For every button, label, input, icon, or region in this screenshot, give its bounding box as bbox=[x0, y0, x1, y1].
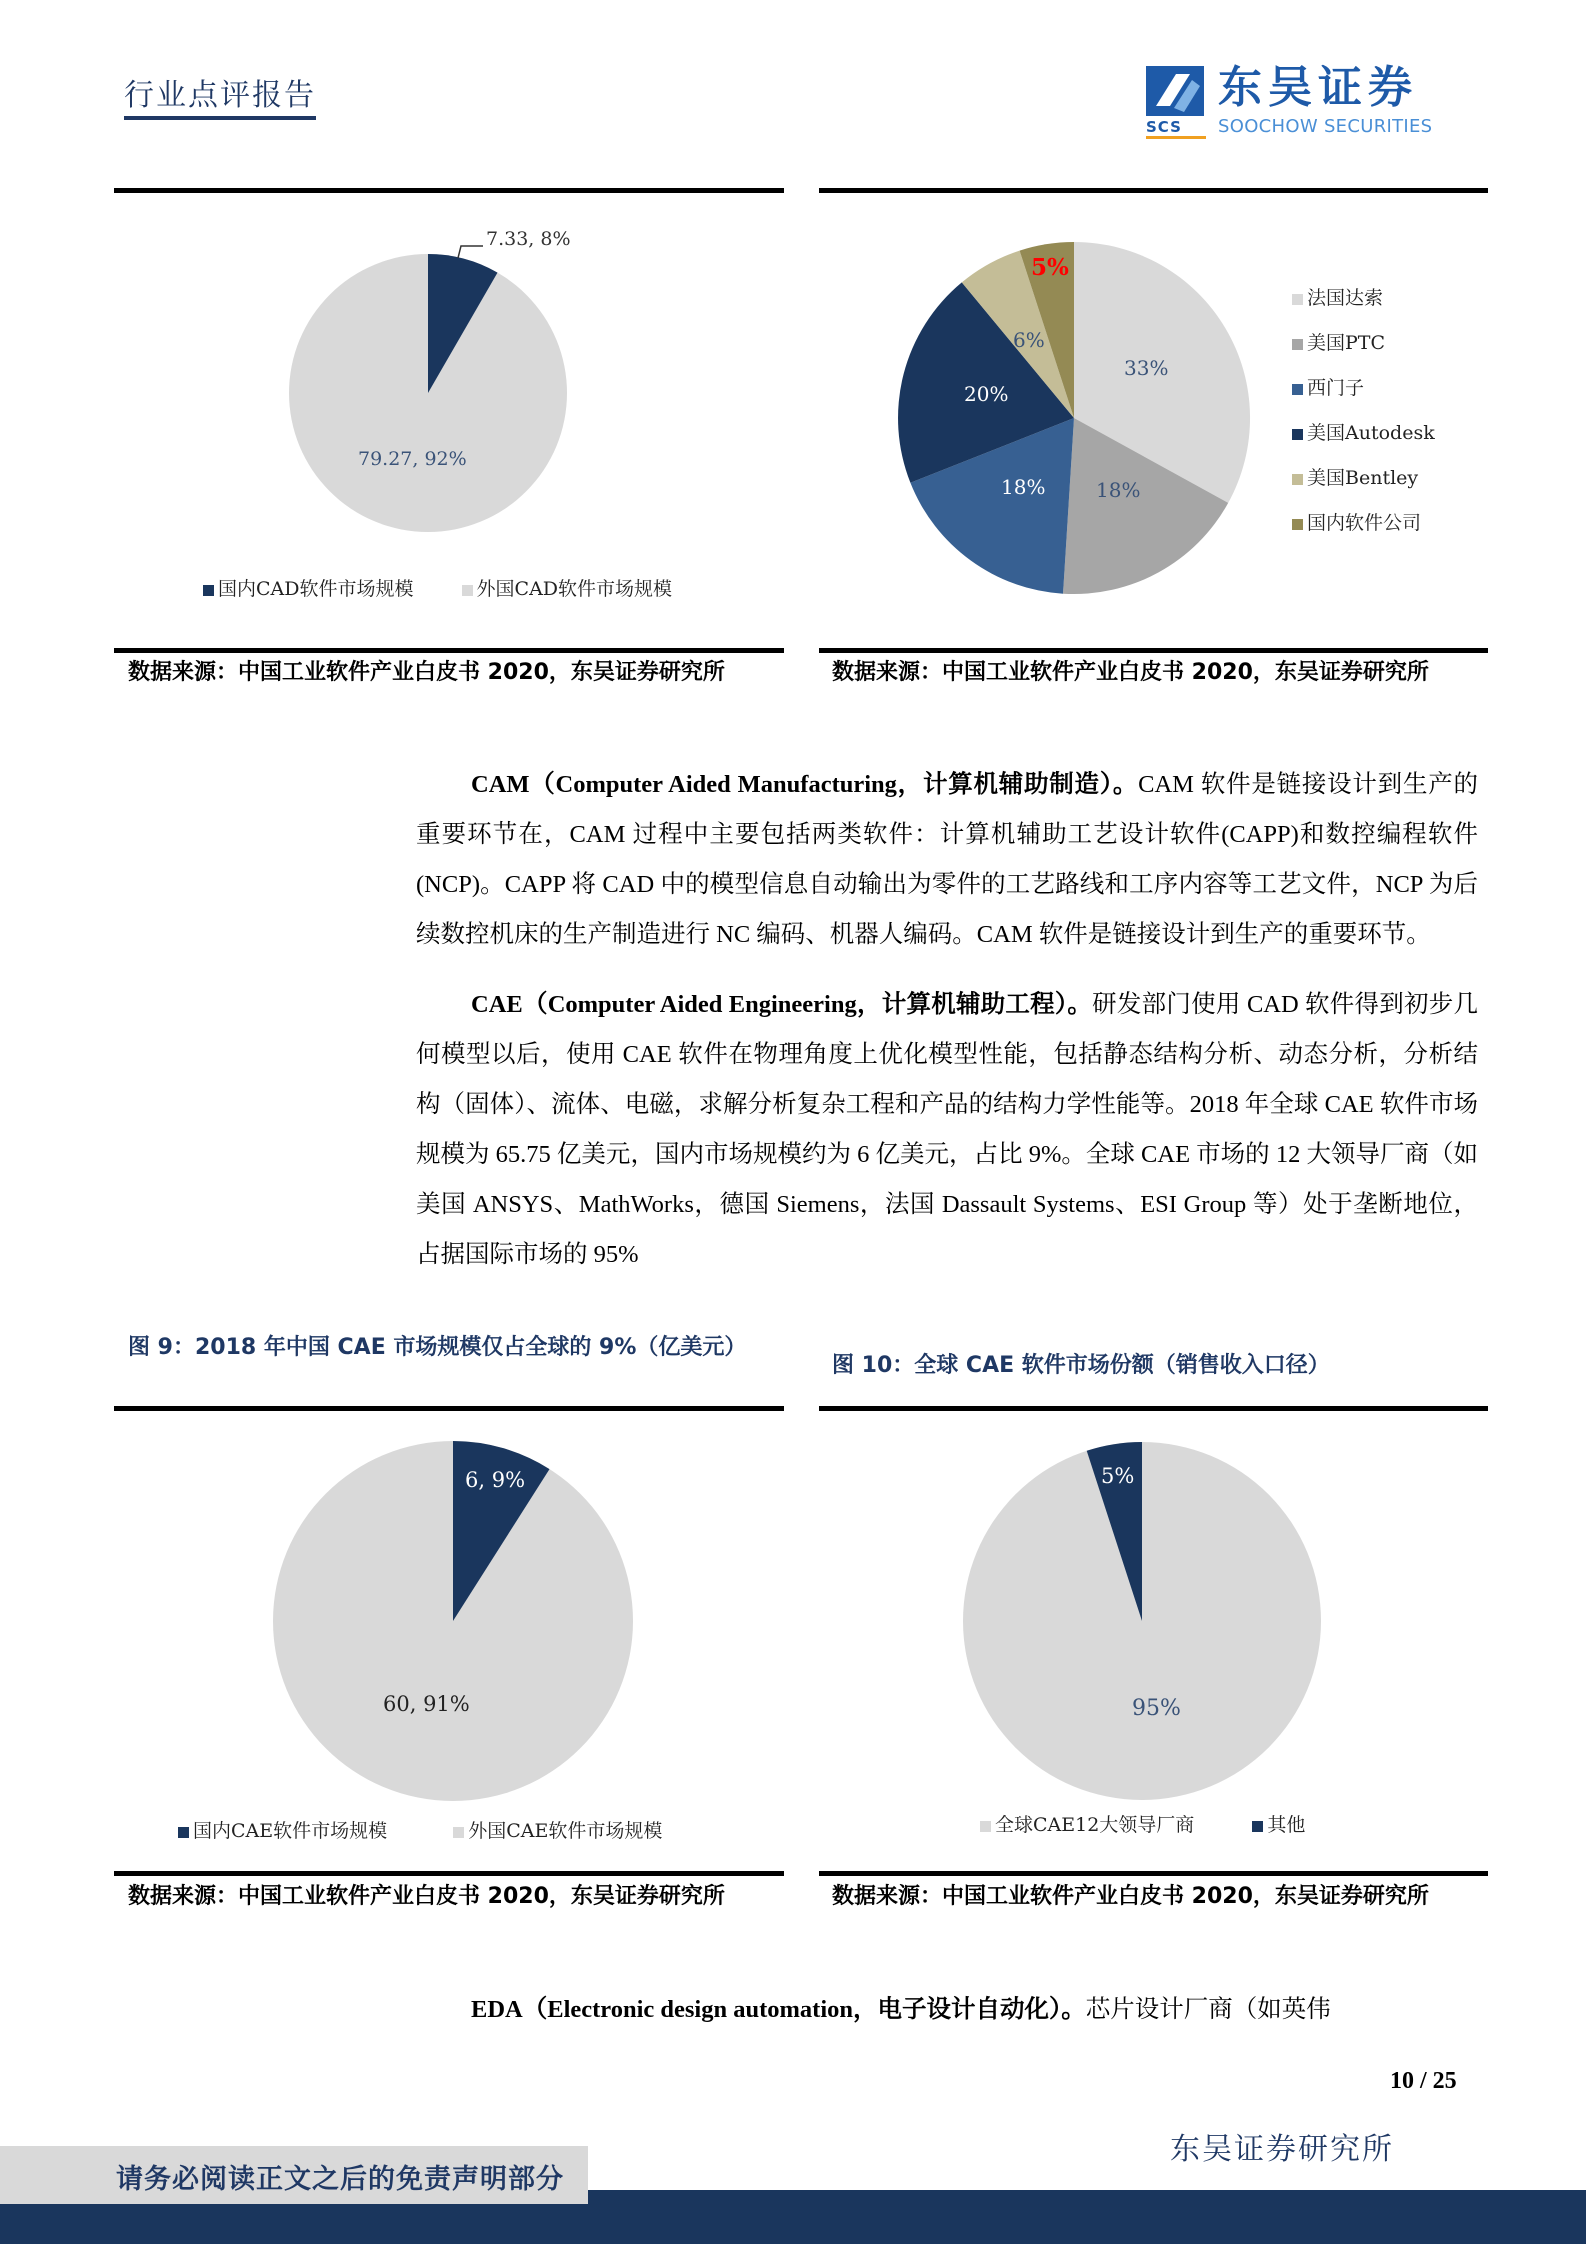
legend-item: 外国CAD软件市场规模 bbox=[462, 574, 673, 601]
legend-swatch bbox=[1292, 294, 1303, 305]
legend-item: 法国达索 bbox=[1292, 286, 1435, 331]
legend-item: 美国PTC bbox=[1292, 331, 1435, 376]
divider bbox=[819, 188, 1488, 193]
highlight-data-label: 5% bbox=[1031, 254, 1069, 281]
data-source-caption: 数据来源：中国工业软件产业白皮书 2020，东吴证券研究所 bbox=[128, 1884, 725, 1909]
footer-band bbox=[0, 2204, 1586, 2244]
logo-abbr: SCS bbox=[1146, 118, 1206, 139]
divider bbox=[114, 188, 784, 193]
chart-legend bbox=[203, 574, 672, 601]
data-source-caption: 数据来源：中国工业软件产业白皮书 2020，东吴证券研究所 bbox=[832, 660, 1429, 685]
legend-item: 全球CAE12大领导厂商 bbox=[980, 1810, 1194, 1837]
pie-chart-cad-vendor-share bbox=[897, 241, 1251, 595]
legend-item: 国内CAD软件市场规模 bbox=[203, 574, 414, 601]
pie-chart-cae-market bbox=[272, 1440, 634, 1802]
legend-swatch bbox=[462, 585, 473, 596]
logo-en-name: SOOCHOW SECURITIES bbox=[1218, 116, 1433, 137]
legend-item: 国内CAE软件市场规模 bbox=[178, 1816, 387, 1843]
legend-item: 外国CAE软件市场规模 bbox=[453, 1816, 662, 1843]
data-label: 5% bbox=[1101, 1464, 1135, 1488]
logo-mark-icon bbox=[1146, 66, 1204, 124]
legend-swatch bbox=[453, 1827, 464, 1838]
data-label: 95% bbox=[1132, 1696, 1181, 1721]
data-label: 60, 91% bbox=[383, 1692, 470, 1716]
disclaimer-link[interactable]: 请务必阅读正文之后的免责声明部分 bbox=[116, 2164, 564, 2195]
legend-swatch bbox=[1292, 474, 1303, 485]
paragraph-lead: CAM（Computer Aided Manufacturing，计算机辅助制造）。 bbox=[471, 771, 1139, 798]
pie-chart-cad-market bbox=[288, 253, 568, 533]
legend-item: 美国Autodesk bbox=[1292, 421, 1435, 466]
data-label: 18% bbox=[1001, 475, 1046, 499]
data-source-caption: 数据来源：中国工业软件产业白皮书 2020，东吴证券研究所 bbox=[832, 1884, 1429, 1909]
body-section-eda bbox=[416, 1985, 1478, 2055]
paragraph-eda: EDA（Electronic design automation，电子设计自动化）。芯片设计厂商（如英伟 bbox=[471, 1996, 1331, 2023]
paragraph-cam: CAM（Computer Aided Manufacturing，计算机辅助制造）。CAM 软件是链接设计到生产的重要环节在，CAM 过程中主要包括两类软件：计算机辅助工艺设计软件(CAPP)和数控编程软件(NCP)。CAPP 将 CAD 中的模型信息自动输出为零件的工艺路线和工序内容等工艺文件，NCP 为后续数控机床的生产制造进行 NC 编码、机器人编码。CAM 软件是链接设计到生产的重要环节。 bbox=[416, 771, 1478, 948]
data-label: 6, 9% bbox=[465, 1468, 526, 1492]
legend-item: 国内软件公司 bbox=[1292, 511, 1435, 556]
institute-name: 东吴证券研究所 bbox=[1170, 2132, 1394, 2167]
data-label: 79.27, 92% bbox=[358, 448, 467, 470]
body-section-cam bbox=[416, 760, 1478, 1300]
data-label: 20% bbox=[964, 382, 1009, 406]
report-type-label: 行业点评报告 bbox=[124, 78, 316, 120]
legend-swatch bbox=[980, 1821, 991, 1832]
figure-title: 图 9：2018 年中国 CAE 市场规模仅占全球的 9%（亿美元） bbox=[128, 1335, 747, 1360]
chart-legend bbox=[1292, 286, 1435, 556]
legend-item: 其他 bbox=[1252, 1810, 1305, 1837]
page-number: 10 / 25 bbox=[1390, 2068, 1457, 2094]
data-label: 7.33, 8% bbox=[486, 228, 571, 250]
data-label: 18% bbox=[1096, 478, 1141, 502]
data-label: 6% bbox=[1013, 328, 1045, 352]
legend-item: 美国Bentley bbox=[1292, 466, 1435, 511]
legend-swatch bbox=[203, 585, 214, 596]
legend-swatch bbox=[1292, 339, 1303, 350]
legend-swatch bbox=[1292, 384, 1303, 395]
legend-swatch bbox=[1292, 429, 1303, 440]
legend-swatch bbox=[1252, 1821, 1263, 1832]
legend-swatch bbox=[1292, 519, 1303, 530]
figure-title: 图 10：全球 CAE 软件市场份额（销售收入口径） bbox=[832, 1353, 1330, 1378]
logo-cn-name: 东吴证券 bbox=[1218, 62, 1418, 113]
legend-item: 西门子 bbox=[1292, 376, 1435, 421]
data-source-caption: 数据来源：中国工业软件产业白皮书 2020，东吴证券研究所 bbox=[128, 660, 725, 685]
divider bbox=[819, 1406, 1488, 1411]
data-label: 33% bbox=[1124, 356, 1169, 380]
chart-legend bbox=[980, 1810, 1305, 1837]
pie-chart-cae-share bbox=[962, 1441, 1322, 1801]
paragraph-lead: CAE（Computer Aided Engineering，计算机辅助工程）。 bbox=[471, 991, 1093, 1018]
divider bbox=[114, 1406, 784, 1411]
paragraph-lead: EDA（Electronic design automation，电子设计自动化）。 bbox=[471, 1996, 1086, 2023]
chart-legend bbox=[178, 1816, 662, 1843]
company-logo bbox=[1146, 62, 1462, 142]
legend-swatch bbox=[178, 1827, 189, 1838]
paragraph-cae: CAE（Computer Aided Engineering，计算机辅助工程）。研发部门使用 CAD 软件得到初步几何模型以后，使用 CAE 软件在物理角度上优化模型性能，包括静态结构分析、动态分析，分析结构（固体）、流体、电磁，求解分析复杂工程和产品的结构力学性能等。2018 年全球 CAE 软件市场规模为 65.75 亿美元，国内市场规模约为 6 亿美元，占比 9%。全球 CAE 市场的 12 大领导厂商（如美国 ANSYS、MathWorks，德国 Siemens，法国 Dassault Systems、ESI Group 等）处于垄断地位，占据国际市场的 95% bbox=[416, 991, 1478, 1268]
